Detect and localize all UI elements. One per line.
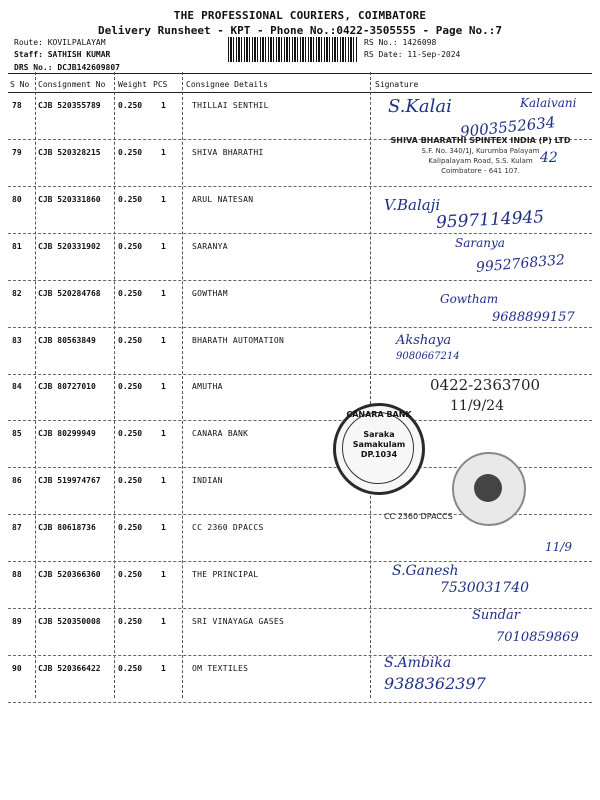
row-consignee: BHARATH AUTOMATION [192, 335, 285, 345]
row-consignment-no: CJB 520366422 [38, 663, 101, 673]
row-pcs: 1 [161, 616, 166, 626]
row-weight: 0.250 [118, 382, 143, 392]
signature-89-phone: 7010859869 [496, 630, 579, 645]
row-weight: 0.250 [118, 570, 143, 579]
signature-83: Akshaya [396, 333, 452, 348]
row-sno: 85 [12, 429, 22, 439]
row-consignee: OM TEXTILES [192, 663, 249, 673]
row-sno: 86 [12, 476, 22, 486]
row-pcs: 1 [161, 101, 166, 110]
rs-date-value: 11-Sep-2024 [407, 50, 461, 59]
signature-90: S.Ambika [384, 655, 452, 671]
row-pcs: 1 [161, 476, 166, 486]
seal-title: CANARA BANK [346, 410, 412, 419]
stamp-line: Coimbatore - 641 107. [441, 167, 520, 175]
row-pcs: 1 [161, 147, 166, 157]
stamp-line: Kalipalayam Road, S.S. Kulam [428, 157, 533, 165]
row-sno: 87 [12, 523, 22, 533]
row-pcs: 1 [161, 570, 166, 579]
col-header-consignment: Consignment No [38, 80, 106, 89]
staff-line [14, 50, 110, 59]
row-consignee: CC 2360 DPACCS [192, 523, 264, 533]
runsheet-title: Delivery Runsheet - KPT - Phone No.:0422-3505555 - Page No.:7 [98, 24, 502, 37]
row-sno: 78 [12, 101, 22, 110]
row-consignee: CANARA BANK [192, 429, 249, 439]
drs-line [14, 63, 120, 72]
seal-line: DP.1034 [360, 450, 398, 459]
route-label: Route: [14, 38, 43, 47]
row-sno: 88 [12, 570, 22, 579]
table-top-rule [8, 73, 592, 74]
signature-88-phone: 7530031740 [440, 580, 530, 596]
row-weight: 0.250 [118, 241, 143, 251]
row-pcs: 1 [161, 288, 166, 298]
row-pcs: 1 [161, 194, 166, 204]
signature-79-initials: 42 [540, 150, 558, 166]
row-pcs: 1 [161, 523, 166, 533]
signature-82: Gowtham [440, 292, 499, 306]
barcode [228, 37, 358, 62]
signature-81: Saranya [455, 236, 505, 250]
row-weight: 0.250 [118, 429, 143, 439]
rs-date-label: RS Date: [364, 50, 403, 59]
rs-no-line [364, 38, 436, 47]
signature-90-phone: 9388362397 [384, 674, 486, 693]
row-weight: 0.250 [118, 663, 143, 673]
row-consignee: THE PRINCIPAL [192, 570, 259, 579]
stamp-87: CC 2360 DPACCS [384, 512, 453, 521]
stamp-line: S.F. No. 340/1J, Kurumba Palayam [421, 147, 540, 155]
row-weight: 0.250 [118, 523, 143, 533]
table-row [0, 515, 600, 562]
signature-89: Sundar [472, 608, 520, 623]
row-consignee: INDIAN [192, 476, 223, 486]
row-consignee: THILLAI SENTHIL [192, 101, 269, 110]
row-weight: 0.250 [118, 194, 143, 204]
rs-date-line [364, 50, 460, 59]
row-consignment-no: CJB 80563849 [38, 335, 96, 345]
row-sno: 84 [12, 382, 22, 392]
row-weight: 0.250 [118, 101, 143, 110]
row-consignment-no: CJB 519974767 [38, 476, 101, 486]
row-sno: 89 [12, 616, 22, 626]
row-consignee: ARUL NATESAN [192, 194, 254, 204]
row-sno: 90 [12, 663, 22, 673]
row-consignee: SARANYA [192, 241, 228, 251]
signature-84-date: 11/9/24 [450, 398, 504, 414]
seal-text [344, 430, 414, 460]
signature-78-phone: 9003552634 [459, 113, 557, 141]
rs-no-value: 1426098 [402, 38, 437, 47]
row-consignment-no: CJB 80299949 [38, 429, 96, 439]
drs-value: DCJB142609807 [57, 63, 120, 72]
round-seal-86 [452, 452, 526, 526]
signature-84-phone: 0422-2363700 [430, 376, 541, 394]
row-pcs: 1 [161, 382, 166, 392]
row-consignee: GOWTHAM [192, 288, 228, 298]
signature-80-phone: 9597114945 [435, 207, 545, 233]
row-consignment-no: CJB 80727010 [38, 382, 96, 392]
row-consignment-no: CJB 520328215 [38, 147, 101, 157]
row-consignment-no: CJB 80618736 [38, 523, 96, 533]
row-weight: 0.250 [118, 616, 143, 626]
row-divider [8, 702, 592, 703]
stamp-line: SHIVA BHARATHI SPINTEX INDIA (P) LTD [390, 136, 571, 145]
rs-no-label: RS No.: [364, 38, 398, 47]
row-consignment-no: CJB 520284768 [38, 288, 101, 298]
canara-bank-seal [333, 403, 425, 495]
row-consignee: AMUTHA [192, 382, 223, 392]
signature-88: S.Ganesh [392, 563, 459, 579]
row-consignee: SHIVA BHARATHI [192, 147, 264, 157]
row-sno: 83 [12, 335, 22, 345]
staff-label: Staff: [14, 50, 43, 59]
col-header-signature: Signature [375, 80, 419, 89]
row-pcs: 1 [161, 429, 166, 439]
signature-78: S.Kalai [388, 96, 452, 117]
route-line [14, 38, 106, 47]
row-weight: 0.250 [118, 147, 143, 157]
signature-83-phone: 9080667214 [396, 351, 460, 362]
row-consignee: SRI VINAYAGA GASES [192, 616, 285, 626]
row-weight: 0.250 [118, 476, 143, 486]
signature-82-phone: 9688899157 [492, 310, 575, 325]
signature-87-date: 11/9 [545, 540, 572, 554]
signature-78-name: Kalaivani [520, 96, 577, 110]
row-pcs: 1 [161, 241, 166, 251]
row-consignment-no: CJB 520350008 [38, 616, 101, 626]
seal-line: Samakulam [352, 440, 406, 449]
signature-81-phone: 9952768332 [475, 252, 566, 276]
company-title: THE PROFESSIONAL COURIERS, COIMBATORE [173, 9, 427, 22]
route-value: KOVILPALAYAM [47, 38, 106, 47]
col-header-weight: Weight [118, 80, 147, 89]
row-pcs: 1 [161, 663, 166, 673]
seal-line: Saraka [363, 430, 395, 439]
col-header-consignee: Consignee Details [186, 80, 268, 89]
row-sno: 82 [12, 288, 22, 298]
signature-80: V.Balaji [384, 196, 441, 214]
row-consignment-no: CJB 520331902 [38, 241, 101, 251]
drs-label: DRS No.: [14, 63, 53, 72]
row-consignment-no: CJB 520331860 [38, 194, 101, 204]
staff-value: SATHISH KUMAR [47, 50, 111, 59]
col-header-pcs: PCS [153, 80, 168, 89]
col-header-sno: S No [10, 80, 30, 89]
row-weight: 0.250 [118, 288, 143, 298]
row-sno: 79 [12, 147, 22, 157]
seal-emblem [474, 474, 502, 502]
table-row [0, 656, 600, 703]
row-consignment-no: CJB 520355789 [38, 101, 101, 110]
table-row [0, 328, 600, 375]
row-sno: 80 [12, 194, 22, 204]
row-pcs: 1 [161, 335, 166, 345]
row-sno: 81 [12, 241, 22, 251]
row-weight: 0.250 [118, 335, 143, 345]
row-consignment-no: CJB 520366360 [38, 570, 101, 579]
